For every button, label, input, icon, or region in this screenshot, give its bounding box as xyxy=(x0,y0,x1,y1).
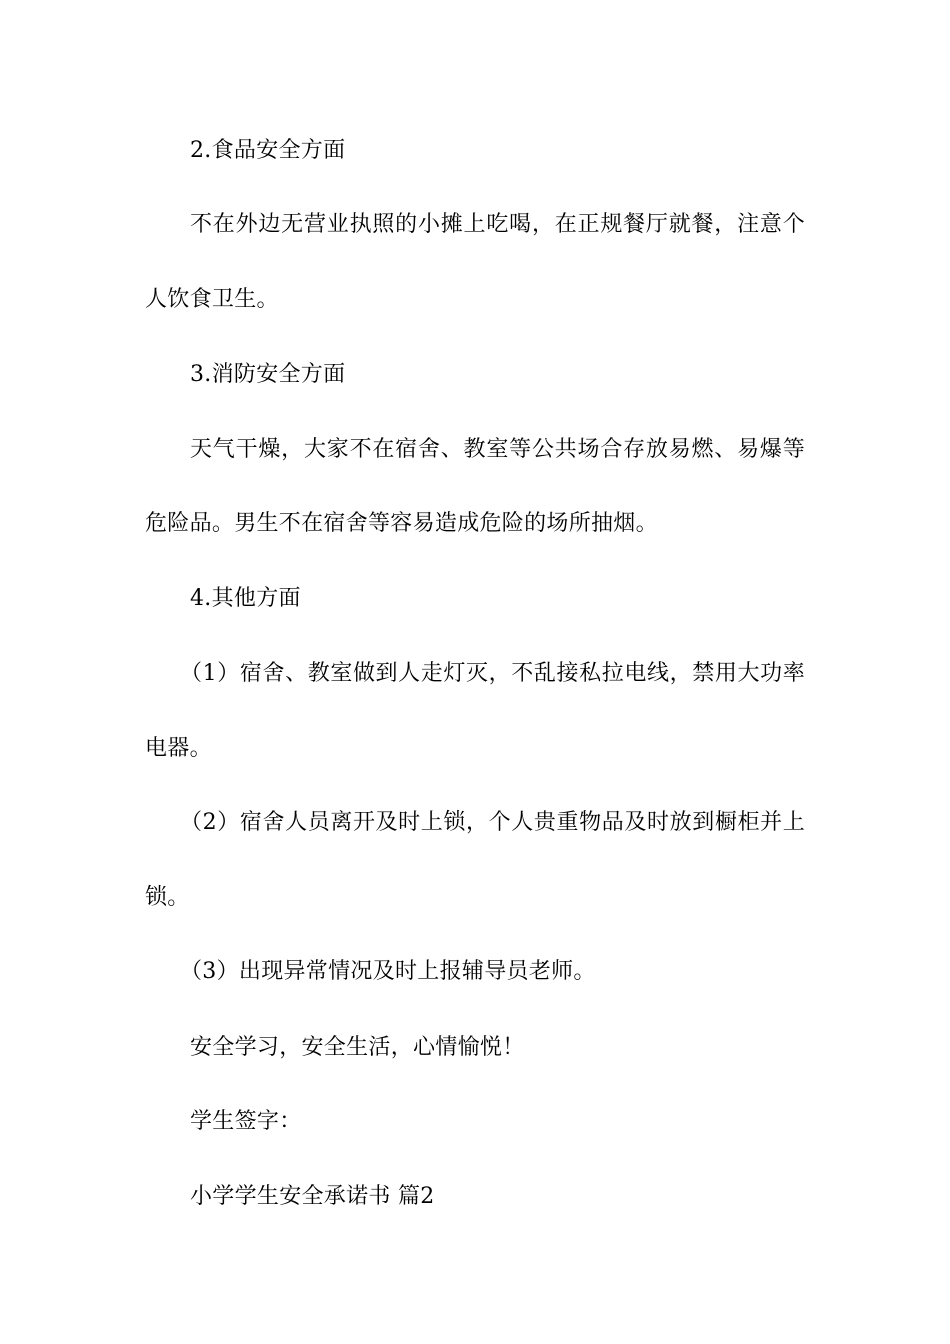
student-signature-label: 学生签字： xyxy=(190,1109,302,1134)
list-item-1-line-1: （1）宿舍、教室做到人走灯灭，不乱接私拉电线，禁用大功率 xyxy=(180,661,805,686)
closing-slogan: 安全学习，安全生活，心情愉悦！ xyxy=(190,1035,525,1060)
section-heading-food-safety: 2.食品安全方面 xyxy=(190,138,346,163)
list-item-2-line-1: （2）宿舍人员离开及时上锁，个人贵重物品及时放到橱柜并上 xyxy=(180,810,805,835)
next-section-title: 小学学生安全承诺书 篇2 xyxy=(190,1184,435,1209)
section-heading-other: 4.其他方面 xyxy=(190,586,301,611)
section-heading-fire-safety: 3.消防安全方面 xyxy=(190,362,346,387)
paragraph-fire-safety-line-1: 天气干燥，大家不在宿舍、教室等公共场合存放易燃、易爆等 xyxy=(190,437,805,462)
paragraph-food-safety-line-2: 人饮食卫生。 xyxy=(145,287,279,312)
paragraph-food-safety-line-1: 不在外边无营业执照的小摊上吃喝，在正规餐厅就餐，注意个 xyxy=(190,212,805,237)
list-item-3: （3）出现异常情况及时上报辅导员老师。 xyxy=(180,959,596,984)
paragraph-fire-safety-line-2: 危险品。男生不在宿舍等容易造成危险的场所抽烟。 xyxy=(145,511,658,536)
list-item-1-line-2: 电器。 xyxy=(145,736,212,761)
list-item-2-line-2: 锁。 xyxy=(145,885,190,910)
